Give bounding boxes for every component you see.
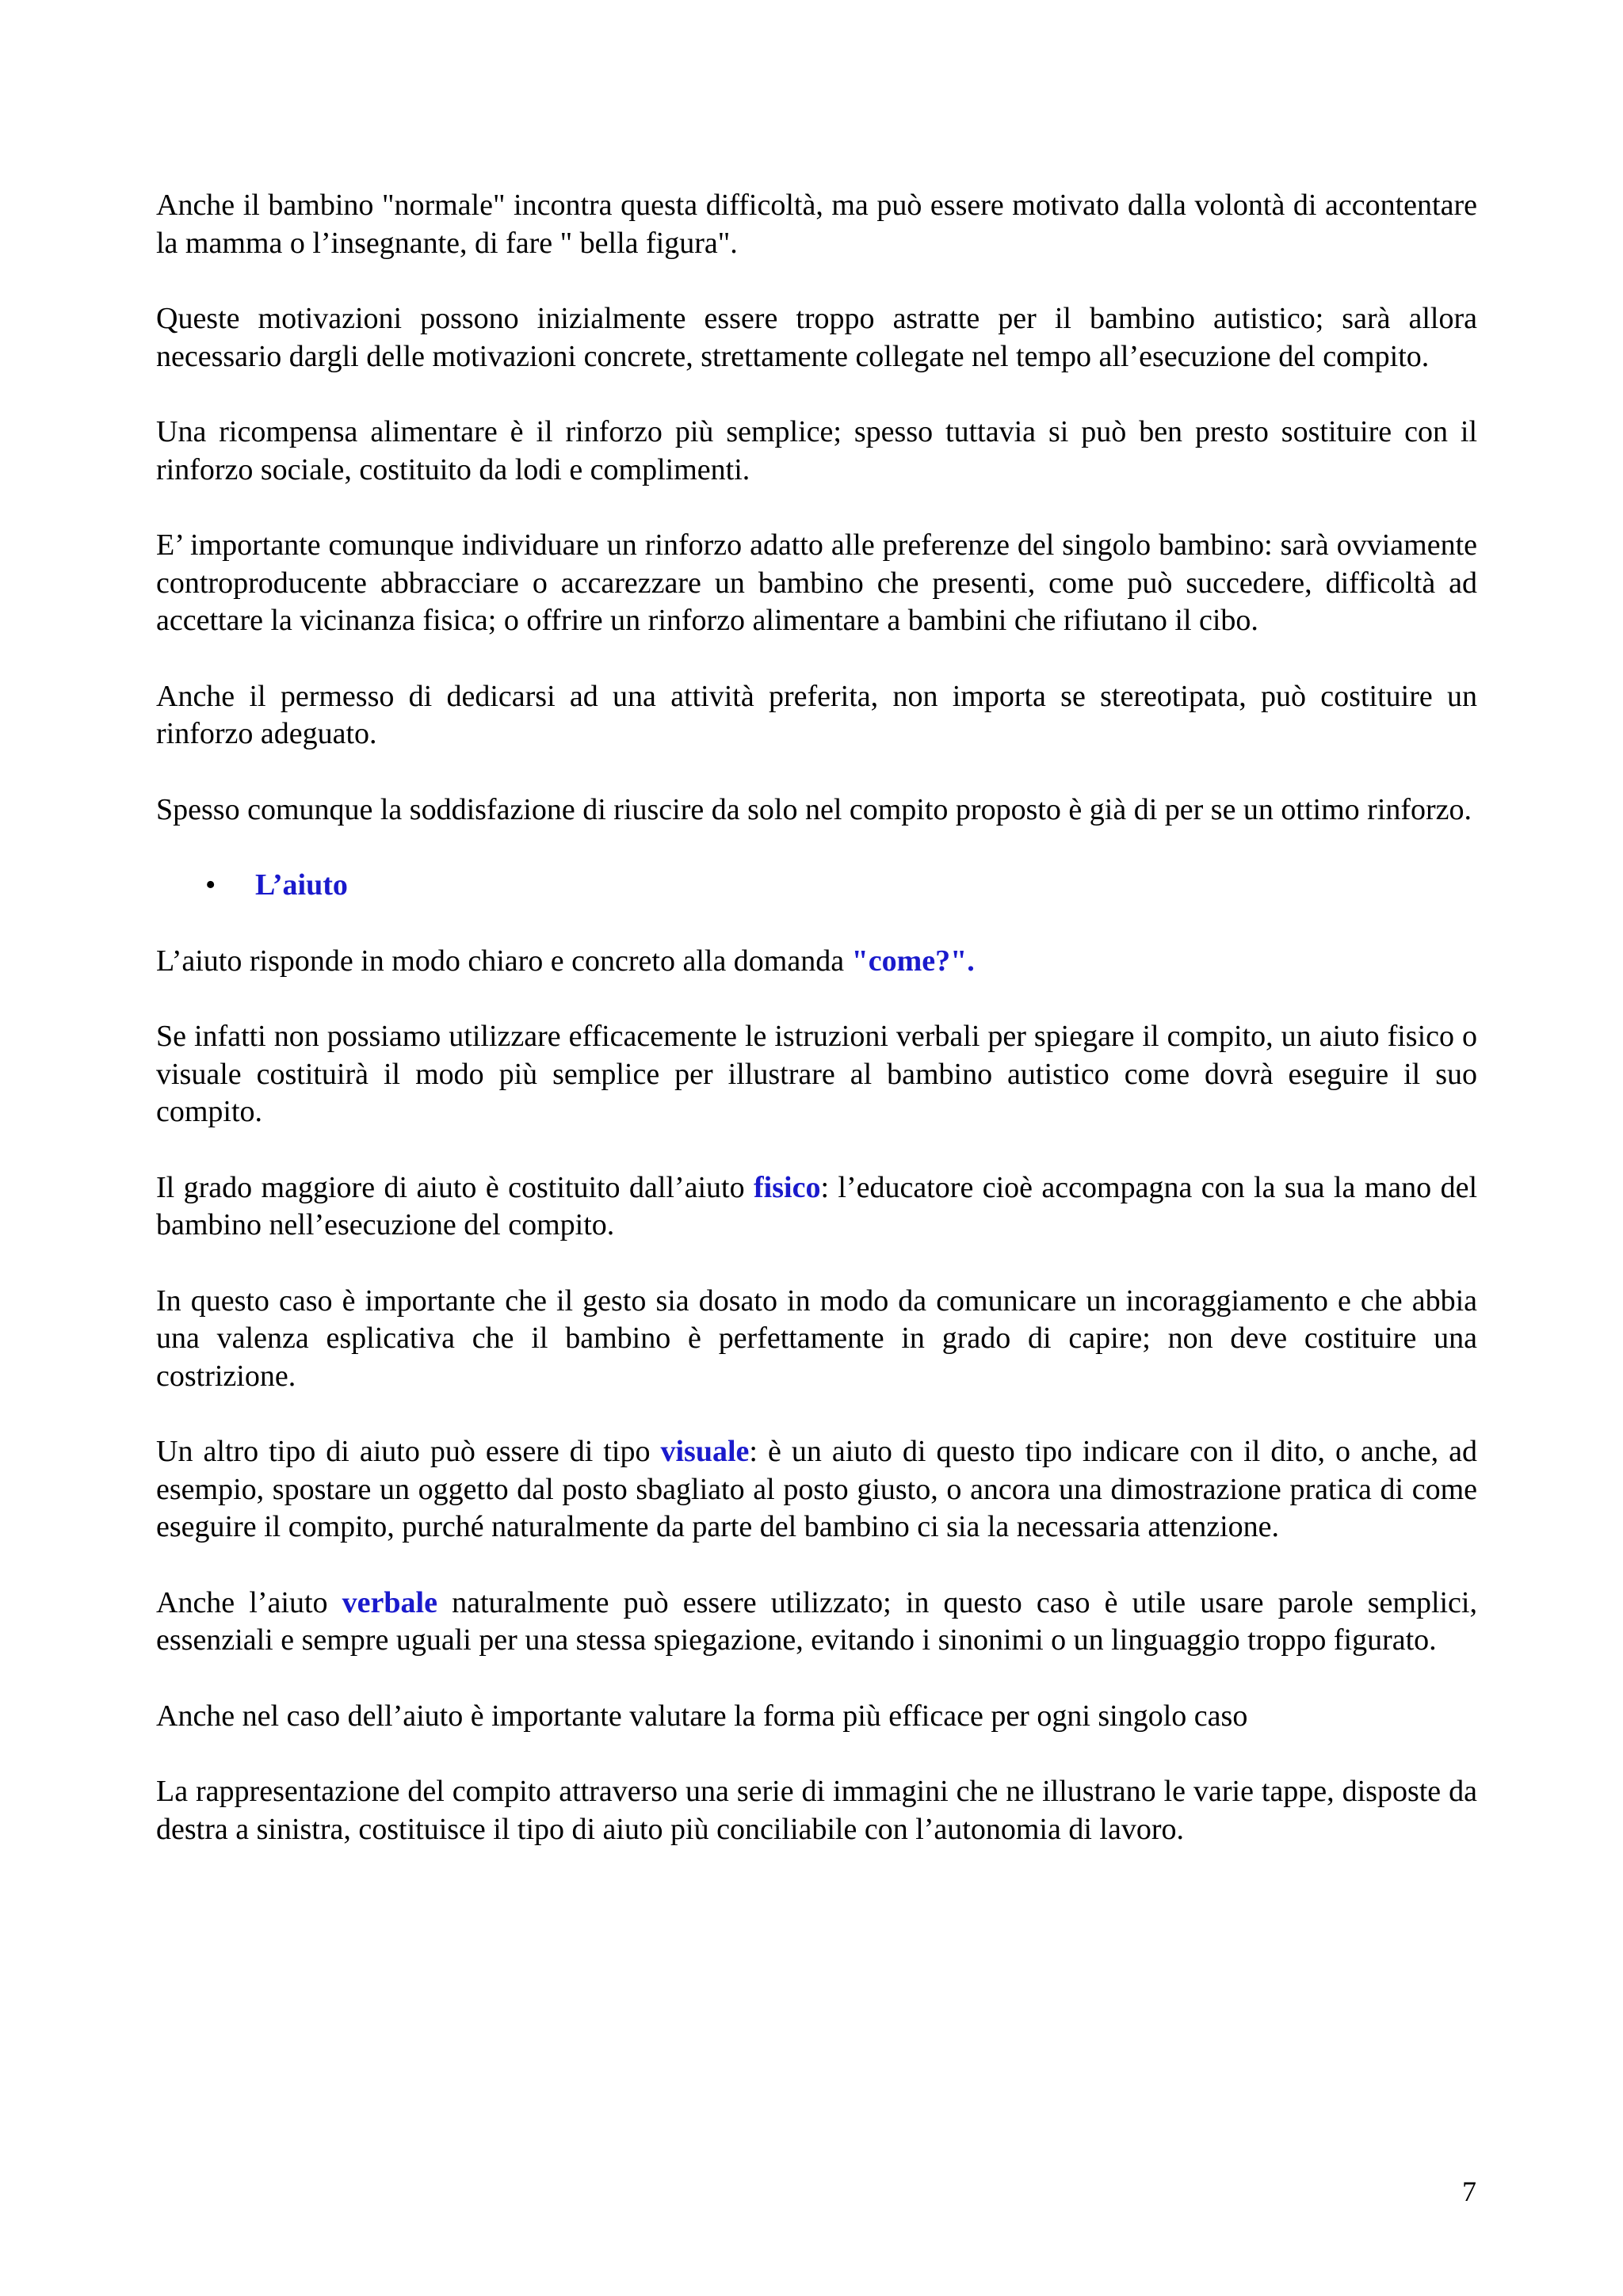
document-body	[156, 187, 1477, 1886]
bullet-icon: •	[205, 868, 216, 902]
paragraph: Se infatti non possiamo utilizzare efficacemente le istruzioni verbali per spiegare il compito, un aiuto fisico o visuale costituirà il modo più semplice per illustrare al bambino autistico come dovrà eseguire il suo compito.	[156, 1020, 1477, 1128]
paragraph: Anche il bambino "normale" incontra questa difficoltà, ma può essere motivato dalla volontà di accontentare la mamma o l’insegnante, di fare " bella figura".	[156, 189, 1477, 260]
page-number: 7	[1462, 2176, 1476, 2207]
paragraph	[156, 1169, 1477, 1245]
paragraph	[156, 1585, 1477, 1660]
paragraph	[156, 1433, 1477, 1547]
paragraph: Spesso comunque la soddisfazione di riuscire da solo nel compito proposto è già di per se un ottimo rinforzo.	[156, 792, 1472, 826]
section-heading	[156, 867, 1477, 905]
paragraph: Anche il permesso di dedicarsi ad una attività preferita, non importa se stereotipata, può costituire un rinforzo adeguato.	[156, 679, 1477, 750]
paragraph: In questo caso è importante che il gesto sia dosato in modo da comunicare un incoraggiamento e che abbia una valenza esplicativa che il bambino è perfettamente in grado di capire; non deve costituire una costrizione.	[156, 1283, 1477, 1393]
highlight-text: verbale	[342, 1585, 437, 1619]
section-heading-text: L’aiuto	[255, 868, 348, 902]
paragraph-text: : è un aiuto di questo tipo indicare con il dito, o anche, ad esempio, spostare un oggetto dal posto sbagliato al posto giusto, o ancora una dimostrazione pratica di come eseguire il compito, purché naturalmente da parte del bambino ci sia la necessaria attenzione.	[156, 1435, 1477, 1543]
paragraph-text: Il grado maggiore di aiuto è costituito dall’aiuto	[156, 1170, 754, 1204]
paragraph-text: naturalmente può essere utilizzato; in questo caso è utile usare parole semplici, essenziali e sempre uguali per una stessa spiegazione, evitando i sinonimi o un linguaggio troppo figurato.	[156, 1585, 1477, 1657]
paragraph-text: Anche l’aiuto	[156, 1585, 342, 1619]
paragraph-text: L’aiuto risponde in modo chiaro e concreto alla domanda	[156, 944, 852, 978]
paragraph-text: : l’educatore cioè accompagna con la sua la mano del bambino nell’esecuzione del compito.	[156, 1170, 1478, 1241]
paragraph: Una ricompensa alimentare è il rinforzo più semplice; spesso tuttavia si può ben presto sostituire con il rinforzo sociale, costituito da lodi e complimenti.	[156, 415, 1477, 486]
paragraph: Anche nel caso dell’aiuto è importante valutare la forma più efficace per ogni singolo caso	[156, 1699, 1248, 1733]
highlight-text: fisico	[754, 1170, 821, 1204]
paragraph: E’ importante comunque individuare un rinforzo adatto alle preferenze del singolo bambino: sarà ovviamente controproducente abbracciare o accarezzare un bambino che presenti, come può succedere, difficoltà ad accettare la vicinanza fisica; o offrire un rinforzo alimentare a bambini che rifiutano il cibo.	[156, 528, 1477, 637]
paragraph	[156, 943, 1477, 981]
paragraph-text: Un altro tipo di aiuto può essere di tipo	[156, 1435, 661, 1468]
paragraph: Queste motivazioni possono inizialmente essere troppo astratte per il bambino autistico; sarà allora necessario dargli delle motivazioni concrete, strettamente collegate nel tempo all’esecuzione del compito.	[156, 302, 1477, 373]
highlight-text: visuale	[660, 1435, 750, 1468]
highlight-text: "come?".	[851, 944, 975, 978]
paragraph: La rappresentazione del compito attraverso una serie di immagini che ne illustrano le varie tappe, disposte da destra a sinistra, costituisce il tipo di aiuto più conciliabile con l’autonomia di lavoro.	[156, 1775, 1477, 1846]
